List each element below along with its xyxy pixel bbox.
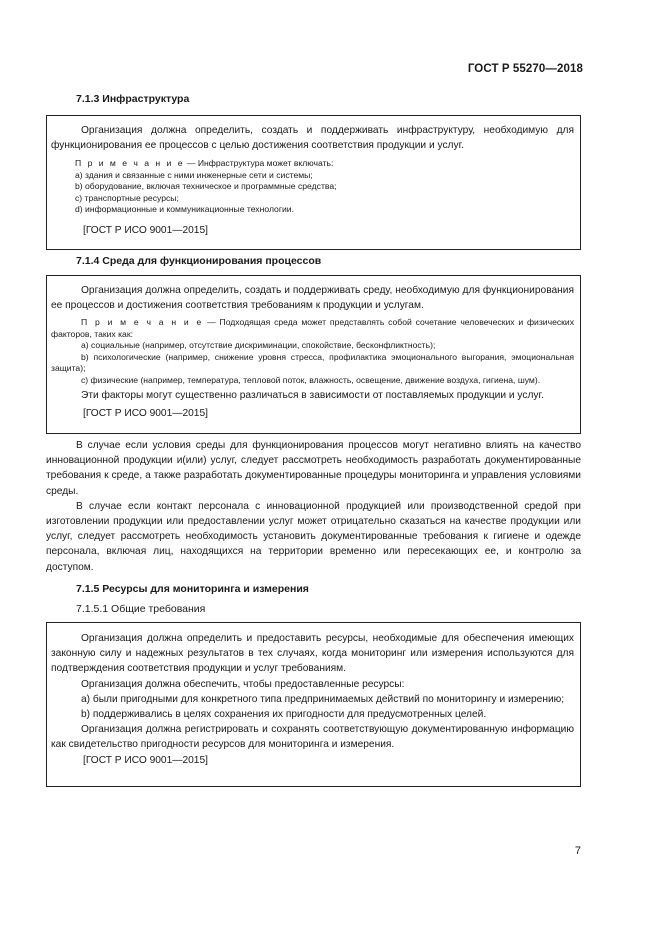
subsection-heading-7-1-5-1: 7.1.5.1 Общие требования: [76, 603, 206, 615]
body-paragraph: В случае если условия среды для функционирования процессов могут негативно влиять на качество инновационной продукции и(или) услуг, следует рассмотреть необходимость разработать документированные требования к среде, а также разработать документированные процедуры мониторинга и управления условиями среды.: [46, 440, 581, 497]
note-item: b) оборудование, включая техническое и программные средства;: [75, 181, 337, 192]
note-item: b) психологические (например, снижение уровня стресса, профилактика эмоционального выгорания, эмоциональная защита);: [51, 351, 574, 374]
note-label: П р и м е ч а н и е: [81, 317, 204, 328]
note-item: c) транспортные ресурсы;: [75, 192, 179, 203]
body-paragraph: В случае если контакт персонала с инновационной продукцией или производственной средой при изготовлении продукции или предоставлении услуг может отрицательно сказаться на качестве продукции или услуг, следует рассмотреть необходимость установить документированные требования к гигиене и одежде персонала, включая лиц, находящихся на территории временно или пересекающих ее, и контролю за доступом.: [46, 500, 581, 573]
page-number: 7: [574, 845, 581, 857]
section-heading-7-1-3: 7.1.3 Инфраструктура: [76, 93, 190, 105]
note-item: c) физические (например, температура, тепловой поток, влажность, освещение, движение воздуха, гигиена, шум).: [81, 374, 541, 385]
note-item: d) информационные и коммуникационные технологии.: [75, 204, 294, 215]
box-text: b) поддерживались в целях сохранения их пригодности для предусмотренных целей.: [81, 709, 487, 721]
body-paragraphs: [46, 438, 581, 575]
reference: [ГОСТ Р ИСО 9001—2015]: [83, 754, 208, 766]
note-intro: — Инфраструктура может включать:: [184, 158, 334, 169]
box-text: Организация должна определить, создать и поддерживать среду, необходимую для функционирования ее процессов и достижения соответствия требованиям к продукции и услугам.: [51, 285, 574, 312]
standard-identifier: ГОСТ Р 55270—2018: [467, 63, 583, 75]
box-text: Организация должна обеспечить, чтобы предоставленные ресурсы:: [81, 678, 405, 690]
note-item: a) здания и связанные с ними инженерные сети и системы;: [75, 169, 313, 180]
section-heading-7-1-4: 7.1.4 Среда для функционирования процессов: [76, 255, 322, 267]
reference: [ГОСТ Р ИСО 9001—2015]: [83, 224, 208, 236]
box-text: Организация должна определить и предоставить ресурсы, необходимые для обеспечения имеющих законную силу и надежных результатов в тех случаях, когда мониторинг или измерения используются для подтверждения соответствия продукции и услуг требованиям.: [51, 633, 574, 675]
quote-box-infrastructure: [46, 115, 581, 250]
note-item: a) социальные (например, отсутствие дискриминации, спокойствие, бесконфликтность);: [81, 340, 436, 351]
box-text: Организация должна определить, создать и поддерживать инфраструктуру, необходимую для функционирования ее процессов с целью достижения соответствия продукции и услуг.: [51, 125, 574, 152]
note-label: П р и м е ч а н и е: [75, 158, 185, 169]
box-text: Организация должна регистрировать и сохранять соответствующую документированную информацию как свидетельство пригодности ресурсов для мониторинга и измерения.: [51, 724, 574, 751]
box-text-after-note: Эти факторы могут существенно различаться в зависимости от поставляемых продукции и услуг.: [81, 390, 544, 402]
quote-box-environment: [46, 275, 581, 434]
note-intro: — Подходящая среда может представлять собой сочетание человеческих и физических факторов, таких как:: [51, 317, 575, 339]
reference: [ГОСТ Р ИСО 9001—2015]: [83, 407, 208, 419]
note-header: [51, 158, 574, 170]
box-text: a) были пригодными для конкретного типа предпринимаемых действий по мониторингу и измерению;: [81, 693, 565, 705]
section-heading-7-1-5: 7.1.5 Ресурсы для мониторинга и измерения: [76, 583, 309, 595]
quote-box-monitoring: [46, 622, 581, 787]
note-header: [51, 317, 574, 340]
